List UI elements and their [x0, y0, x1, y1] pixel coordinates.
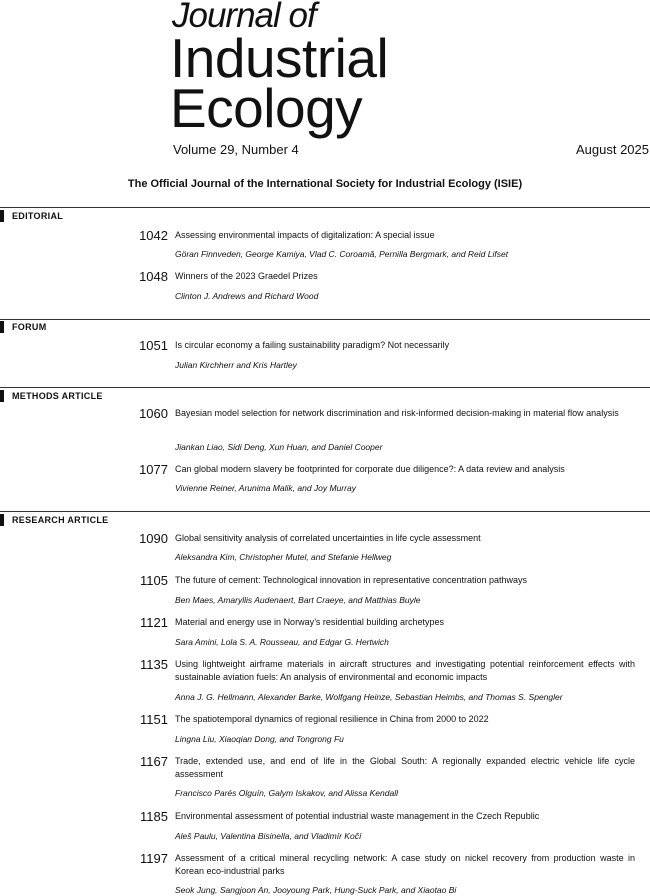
page-number: 1051	[139, 338, 168, 353]
page-number: 1105	[140, 573, 168, 588]
article-authors: Anna J. G. Hellmann, Alexander Barke, Wolfgang Heinze, Sebastian Heimbs, and Thomas S. Spengler	[175, 692, 563, 702]
article-authors: Aleksandra Kim, Christopher Mutel, and Stefanie Hellweg	[175, 552, 392, 562]
section-label: EDITORIAL	[12, 211, 64, 221]
page-number: 1060	[139, 406, 168, 421]
masthead-journal-of: Journal of	[172, 0, 316, 35]
article-title[interactable]: Can global modern slavery be footprinted for corporate due diligence?: A data review and analysis	[175, 464, 565, 474]
masthead-ecology: Ecology	[170, 77, 363, 139]
page-number: 1090	[139, 531, 168, 546]
section-label: RESEARCH ARTICLE	[12, 515, 109, 525]
article-title[interactable]: Assessment of a critical mineral recycling network: A case study on nickel recovery from production waste in Korean eco-industrial parks	[175, 853, 635, 876]
article-title[interactable]: Global sensitivity analysis of correlated uncertainties in life cycle assessment	[175, 533, 481, 543]
page-number: 1151	[140, 712, 168, 727]
page-number: 1185	[140, 809, 168, 824]
page-number: 1121	[140, 615, 168, 630]
section-marker	[0, 210, 4, 222]
section-divider	[0, 319, 650, 320]
article-title[interactable]: Bayesian model selection for network discrimination and risk-informed decision-making in material flow analysis	[175, 408, 619, 418]
section-divider	[0, 207, 650, 208]
section-divider	[0, 387, 650, 388]
section-label: METHODS ARTICLE	[12, 391, 103, 401]
section-marker	[0, 514, 4, 526]
article-authors: Göran Finnveden, George Kamiya, Vlad C. Coroamă, Pernilla Bergmark, and Reid Lifset	[175, 249, 509, 259]
page-number: 1197	[140, 851, 168, 866]
section-divider	[0, 511, 650, 512]
section-marker	[0, 321, 4, 333]
article-title[interactable]: Is circular economy a failing sustainability paradigm? Not necessarily	[175, 340, 450, 350]
article-authors: Sara Amini, Lola S. A. Rousseau, and Edgar G. Hertwich	[175, 637, 389, 647]
article-authors: Aleš Paulu, Valentina Bisinella, and Vladimír Kočí	[175, 831, 362, 841]
article-title[interactable]: Trade, extended use, and end of life in the Global South: A regionally expanded electric vehicle life cycle assessment	[175, 756, 635, 779]
article-title[interactable]: The spatiotemporal dynamics of regional resilience in China from 2000 to 2022	[175, 714, 489, 724]
article-title[interactable]: The future of cement: Technological innovation in representative concentration pathways	[175, 575, 528, 585]
article-authors: Clinton J. Andrews and Richard Wood	[175, 291, 319, 301]
article-authors: Jiankan Liao, Sidi Deng, Xun Huan, and Daniel Cooper	[175, 442, 383, 452]
page-number: 1167	[140, 754, 168, 769]
masthead-industrial: Industrial	[170, 27, 389, 89]
article-authors: Julian Kirchherr and Kris Hartley	[175, 360, 297, 370]
article-authors: Vivienne Reiner, Arunima Malik, and Joy Murray	[175, 483, 356, 493]
section-label: FORUM	[12, 322, 47, 332]
article-title[interactable]: Material and energy use in Norway’s residential building archetypes	[175, 617, 444, 627]
article-authors: Ben Maes, Amaryllis Audenaert, Bart Craeye, and Matthias Buyle	[175, 595, 421, 605]
article-title[interactable]: Winners of the 2023 Graedel Prizes	[175, 271, 318, 281]
article-authors: Francisco Parés Olguín, Galym Iskakov, and Alissa Kendall	[175, 788, 398, 798]
article-authors: Lingna Liu, Xiaoqian Dong, and Tongrong Fu	[175, 734, 344, 744]
section-marker	[0, 390, 4, 402]
page-number: 1042	[139, 228, 168, 243]
article-title[interactable]: Environmental assessment of potential industrial waste management in the Czech Republic	[175, 811, 540, 821]
page-number: 1135	[140, 657, 168, 672]
article-title[interactable]: Using lightweight airframe materials in aircraft structures and investigating potential reinforcement effects with sustainable aviation fuels: An analysis of environmental and economic impacts	[175, 659, 635, 682]
article-title[interactable]: Assessing environmental impacts of digitalization: A special issue	[175, 230, 435, 240]
issue-date: August 2025	[575, 142, 649, 157]
page-number: 1077	[139, 462, 168, 477]
volume-number: Volume 29, Number 4	[173, 142, 299, 157]
article-authors: Seok Jung, Sangjoon An, Jooyoung Park, Hung-Suck Park, and Xiaotao Bi	[175, 885, 457, 895]
journal-subtitle: The Official Journal of the International Society for Industrial Ecology (ISIE)	[127, 178, 523, 190]
page-number: 1048	[139, 269, 168, 284]
